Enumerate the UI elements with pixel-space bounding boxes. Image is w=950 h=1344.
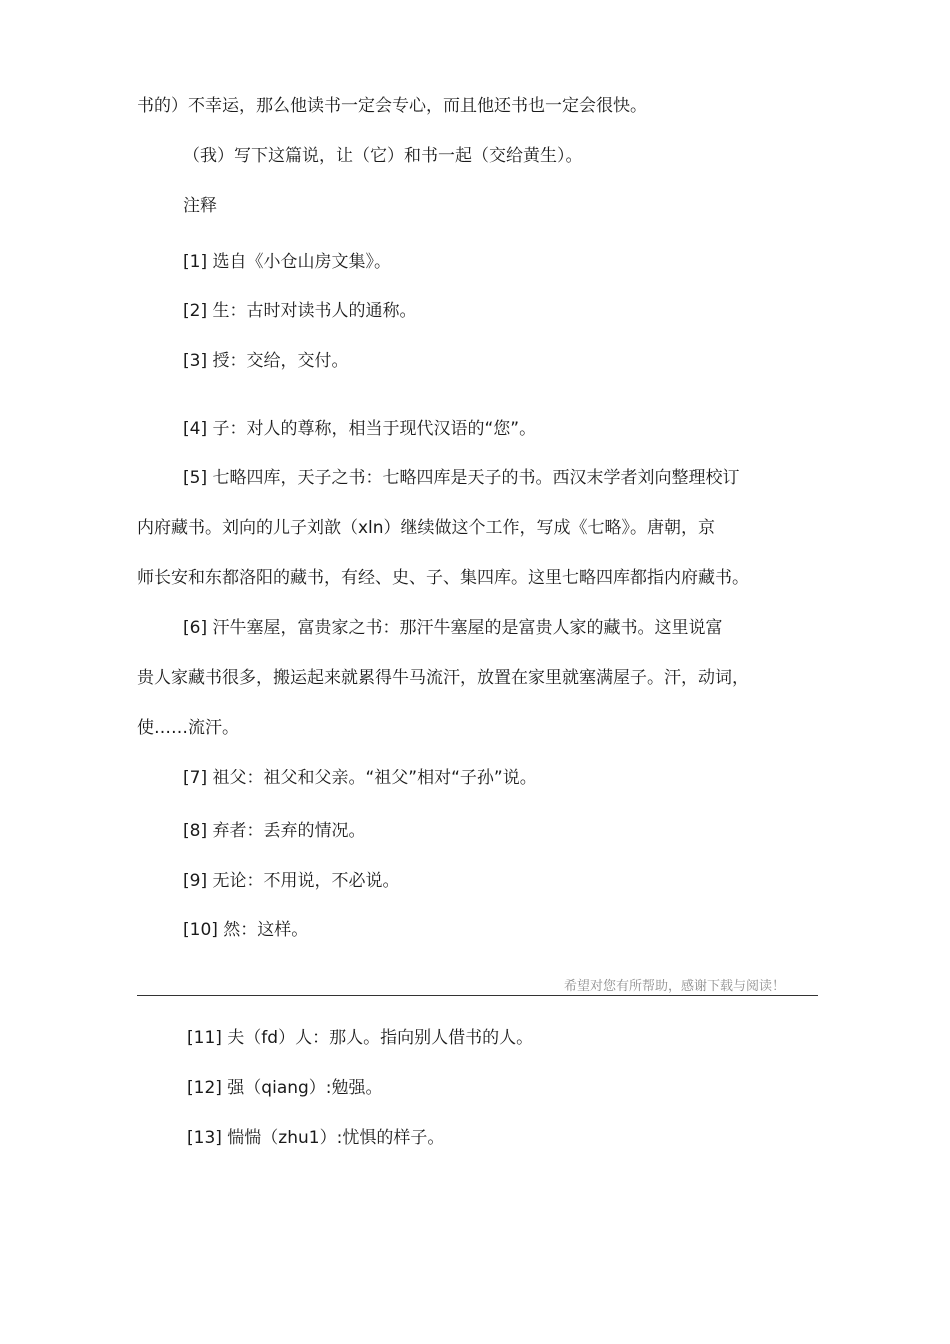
note-4: [4] 子：对人的尊称，相当于现代汉语的“您”。 <box>183 419 537 439</box>
body-line-2: （我）写下这篇说，让（它）和书一起（交给黄生）。 <box>183 146 583 166</box>
note-9: [9] 无论：不用说，不必说。 <box>183 871 400 891</box>
note-11: [11] 夫（fd）人：那人。指向别人借书的人。 <box>187 1028 534 1048</box>
note-6-line-1: [6] 汗牛塞屋，富贵家之书：那汗牛塞屋的是富贵人家的藏书。这里说富 <box>183 618 723 638</box>
page-footer-text: 希望对您有所帮助，感谢下载与阅读！ <box>564 979 786 994</box>
note-5-line-1: [5] 七略四库，天子之书：七略四库是天子的书。西汉末学者刘向整理校订 <box>183 468 740 488</box>
notes-heading: 注释 <box>183 196 217 216</box>
note-8: [8] 弃者：丢弃的情况。 <box>183 821 366 841</box>
note-13: [13] 惴惴（zhu1）:忧惧的样子。 <box>187 1128 445 1148</box>
note-6-line-3: 使……流汗。 <box>137 718 239 738</box>
footer-divider <box>137 995 818 996</box>
note-7: [7] 祖父：祖父和父亲。“祖父”相对“子孙”说。 <box>183 768 537 788</box>
note-5-line-2: 内府藏书。刘向的儿子刘歆（xln）继续做这个工作，写成《七略》。唐朝，京 <box>137 518 716 538</box>
note-3: [3] 授：交给，交付。 <box>183 351 349 371</box>
body-line-1: 书的）不幸运，那么他读书一定会专心，而且他还书也一定会很快。 <box>137 96 647 116</box>
note-2: [2] 生：古时对读书人的通称。 <box>183 301 417 321</box>
note-12: [12] 强（qiang）:勉强。 <box>187 1078 383 1098</box>
note-1: [1] 选自《小仓山房文集》。 <box>183 252 391 272</box>
note-6-line-2: 贵人家藏书很多，搬运起来就累得牛马流汗，放置在家里就塞满屋子。汗，动词， <box>137 668 749 688</box>
note-5-line-3: 师长安和东都洛阳的藏书，有经、史、子、集四库。这里七略四库都指内府藏书。 <box>137 568 749 588</box>
note-10: [10] 然：这样。 <box>183 920 309 940</box>
